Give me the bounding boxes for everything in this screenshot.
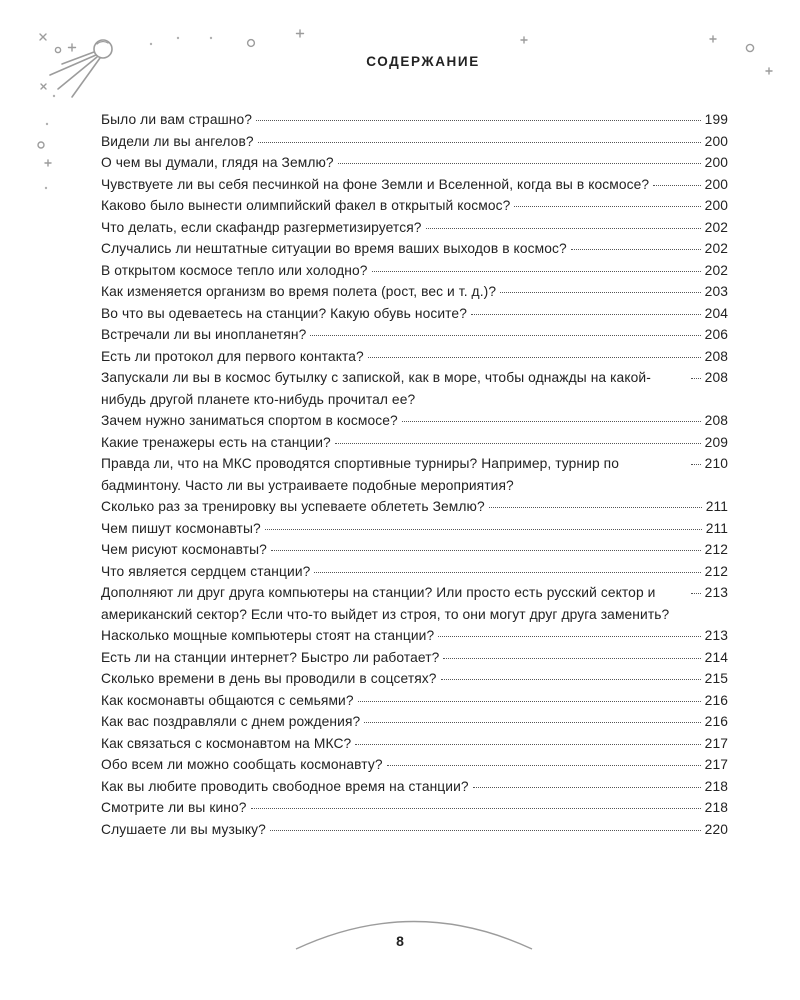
- toc-entry-title: В открытом космосе тепло или холодно?: [101, 262, 368, 278]
- toc-entry: [101, 432, 728, 454]
- dot-leader: [387, 765, 701, 766]
- toc-entry-title: Есть ли на станции интернет? Быстро ли работает?: [101, 649, 440, 665]
- dot-leader: [443, 658, 700, 659]
- toc-entry-page: 211: [705, 499, 728, 514]
- toc-entry-page: 208: [704, 370, 728, 385]
- toc-entry-title: Сколько времени в день вы проводили в соцсетях?: [101, 671, 437, 686]
- page-number: 8: [396, 933, 404, 949]
- toc-entry-title: Что является сердцем станции?: [101, 563, 311, 579]
- toc-entry-page: 211: [705, 520, 728, 536]
- toc-entry-title: Как вы любите проводить свободное время на станции?: [101, 778, 469, 794]
- toc-entry-page: 213: [704, 585, 728, 600]
- toc-entry-title: Как связаться с космонавтом на МКС?: [101, 735, 352, 751]
- toc-entry: [101, 217, 728, 239]
- toc-entry-title: Как космонавты общаются с семьями?: [101, 692, 354, 708]
- toc-entry: [101, 625, 728, 647]
- toc-entry-page: 208: [704, 413, 728, 428]
- toc-entry: [101, 754, 728, 776]
- toc-entry-page: 217: [704, 735, 728, 751]
- toc-entry: [101, 109, 728, 131]
- dot-leader: [653, 185, 700, 186]
- toc-entry: [101, 711, 728, 733]
- toc-entry-title: Каково было вынести олимпийский факел в открытый космос?: [101, 198, 511, 213]
- dot-leader: [473, 787, 701, 788]
- toc-entry-title: Что делать, если скафандр разгерметизируется?: [101, 219, 422, 235]
- toc-entry: [101, 496, 728, 518]
- toc-entry-title: Встречали ли вы инопланетян?: [101, 327, 307, 342]
- toc-entry-title: Чем рисуют космонавты?: [101, 542, 267, 557]
- dot-leader: [258, 142, 701, 143]
- toc-entry-page: 214: [704, 649, 728, 665]
- table-of-contents: [101, 109, 728, 840]
- toc-entry-page: 220: [704, 821, 728, 837]
- toc-entry-page: 199: [704, 112, 728, 127]
- toc-entry: [101, 733, 728, 755]
- toc-entry-page: 213: [704, 628, 728, 643]
- toc-entry-page: 217: [704, 757, 728, 772]
- toc-entry-title: Насколько мощные компьютеры стоят на станции?: [101, 628, 435, 643]
- toc-entry-page: 212: [704, 563, 728, 579]
- toc-entry-page: 212: [704, 542, 728, 557]
- dot-leader: [310, 335, 700, 336]
- dot-leader: [691, 378, 701, 379]
- toc-entry-page: 200: [704, 176, 728, 192]
- toc-entry-page: 208: [704, 348, 728, 364]
- toc-entry: [101, 690, 728, 712]
- planet-arc-icon: [0, 900, 800, 960]
- toc-entry-title: Случались ли нештатные ситуации во время ваших выходов в космос?: [101, 241, 567, 256]
- toc-entry-title: Правда ли, что на МКС проводятся спортивные турниры? Например, турнир по бадминтону. Часто ли вы устраиваете подобные мероприятия?: [101, 456, 620, 493]
- toc-entry-title: Дополняют ли друг друга компьютеры на станции? Или просто есть русский сектор и американский сектор? Если что-то выйдет из строя, то они могут друг друга заменить?: [101, 585, 670, 622]
- toc-entry: [101, 367, 728, 410]
- toc-entry-title: Зачем нужно заниматься спортом в космосе?: [101, 413, 398, 428]
- dot-leader: [571, 249, 701, 250]
- toc-entry: [101, 582, 728, 625]
- toc-entry-page: 218: [704, 778, 728, 794]
- dot-leader: [358, 701, 701, 702]
- toc-entry-page: 202: [704, 262, 728, 278]
- toc-entry-page: 203: [704, 284, 728, 299]
- page-title: СОДЕРЖАНИЕ: [366, 54, 480, 69]
- toc-entry-title: Было ли вам страшно?: [101, 112, 253, 127]
- toc-entry-page: 209: [704, 434, 728, 450]
- toc-entry: [101, 195, 728, 217]
- dot-leader: [364, 722, 700, 723]
- toc-entry-page: 206: [704, 327, 728, 342]
- toc-entry-title: Сколько раз за тренировку вы успеваете облететь Землю?: [101, 499, 485, 514]
- dot-leader: [251, 808, 701, 809]
- toc-entry: [101, 518, 728, 540]
- toc-entry-title: Чувствуете ли вы себя песчинкой на фоне Земли и Вселенной, когда вы в космосе?: [101, 176, 650, 192]
- toc-entry: [101, 819, 728, 841]
- toc-entry: [101, 174, 728, 196]
- dot-leader: [338, 163, 701, 164]
- dot-leader: [314, 572, 700, 573]
- toc-entry: [101, 260, 728, 282]
- toc-entry-title: Смотрите ли вы кино?: [101, 800, 247, 815]
- toc-entry-page: 216: [704, 692, 728, 708]
- dot-leader: [335, 443, 701, 444]
- dot-leader: [691, 464, 701, 465]
- dot-leader: [426, 228, 701, 229]
- toc-entry: [101, 776, 728, 798]
- dot-leader: [471, 314, 701, 315]
- dot-leader: [691, 593, 701, 594]
- toc-entry: [101, 647, 728, 669]
- toc-entry-page: 216: [704, 714, 728, 729]
- dot-leader: [402, 421, 701, 422]
- toc-entry: [101, 324, 728, 346]
- dot-leader: [438, 636, 700, 637]
- toc-entry-title: Как вас поздравляли с днем рождения?: [101, 714, 361, 729]
- toc-entry-title: Обо всем ли можно сообщать космонавту?: [101, 757, 383, 772]
- toc-entry-title: Слушаете ли вы музыку?: [101, 821, 266, 837]
- toc-entry-page: 202: [704, 241, 728, 256]
- dot-leader: [500, 292, 701, 293]
- toc-entry: [101, 238, 728, 260]
- dot-leader: [270, 830, 701, 831]
- toc-entry: [101, 453, 728, 496]
- dot-leader: [265, 529, 702, 530]
- toc-entry: [101, 410, 728, 432]
- toc-entry-title: Запускали ли вы в космос бутылку с запиской, как в море, чтобы однажды на какой-нибудь другой планете кто-нибудь прочитал ее?: [101, 370, 651, 407]
- toc-entry-title: Есть ли протокол для первого контакта?: [101, 348, 364, 364]
- toc-entry: [101, 668, 728, 690]
- dot-leader: [441, 679, 701, 680]
- toc-entry-title: Во что вы одеваетесь на станции? Какую обувь носите?: [101, 305, 467, 321]
- toc-entry-page: 218: [704, 800, 728, 815]
- dot-leader: [271, 550, 701, 551]
- dot-leader: [368, 357, 701, 358]
- toc-entry-title: Видели ли вы ангелов?: [101, 133, 254, 149]
- toc-entry-title: Какие тренажеры есть на станции?: [101, 434, 331, 450]
- dot-leader: [256, 120, 701, 121]
- dot-leader: [489, 507, 702, 508]
- toc-entry-page: 204: [704, 305, 728, 321]
- toc-entry-page: 215: [704, 671, 728, 686]
- toc-entry-page: 210: [704, 456, 728, 471]
- dot-leader: [372, 271, 701, 272]
- toc-entry: [101, 152, 728, 174]
- toc-entry-title: О чем вы думали, глядя на Землю?: [101, 155, 334, 170]
- toc-entry: [101, 131, 728, 153]
- toc-entry-title: Чем пишут космонавты?: [101, 520, 261, 536]
- toc-entry-page: 200: [704, 155, 728, 170]
- toc-entry-page: 200: [704, 198, 728, 213]
- toc-entry-title: Как изменяется организм во время полета (рост, вес и т. д.)?: [101, 284, 497, 299]
- toc-entry: [101, 561, 728, 583]
- toc-entry: [101, 346, 728, 368]
- dot-leader: [355, 744, 700, 745]
- toc-entry-page: 202: [704, 219, 728, 235]
- toc-entry: [101, 281, 728, 303]
- toc-entry: [101, 797, 728, 819]
- toc-entry: [101, 303, 728, 325]
- toc-entry: [101, 539, 728, 561]
- toc-entry-page: 200: [704, 133, 728, 149]
- dot-leader: [514, 206, 700, 207]
